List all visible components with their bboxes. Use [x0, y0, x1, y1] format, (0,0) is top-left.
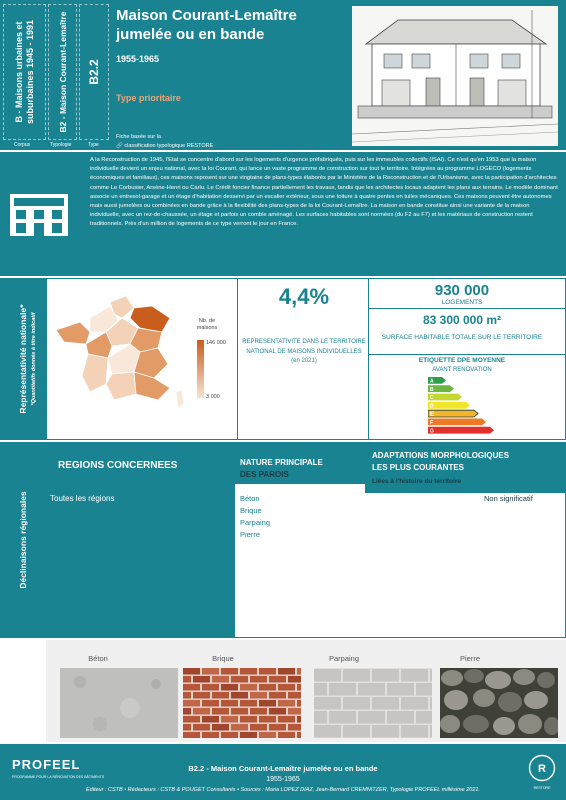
regions-value: Toutes les régions: [50, 494, 115, 503]
material-label-pierre: Pierre: [459, 654, 480, 663]
profeel-logo[interactable]: PROFEEL: [12, 757, 81, 772]
adaptations-title-line2: LES PLUS COURANTES: [372, 463, 465, 472]
profeel-logo-subtitle: PROGRAMME POUR LA RÉNOVATION DES BÂTIMENTS: [12, 775, 105, 779]
dpe-letter-a: A: [430, 378, 434, 385]
brick-texture-image: [183, 668, 301, 738]
link-icon: 🔗: [116, 143, 123, 149]
adaptations-subtitle: Liées à l'histoire du territoire: [372, 478, 461, 485]
typologie-caption: Typologie: [50, 142, 72, 148]
percent-year: (en 2021): [291, 358, 317, 364]
dpe-bar-e: [428, 410, 478, 417]
intro-text: A la Reconstruction de 1945, l'Etat se concentre d'abord sur les logements d'urgence préfabriqués, puis sur les immeubles collectifs (ISAI). Ce n'est qu'en 1953 que la maison individuelle devient un enjeu national, avec la loi Courant, qui lance un vaste programme de construction sur tout le territoire. Intégrées au programme LOGECO (logements économiques et familiaux), ces maisons reposent sur une vingtaine de plans-types élaborés par le Ministère de la Reconstruction et de l'Urbanisme, avec la participation d'architectes comme Le Corbusier, Arsène-Henri ou Carlu. Le Crédit foncier finance partiellement les travaux, tandis que les architectes locaux adaptent les plans aux terrains. Le modèle dominant associe un entresol-garage et un étage d'habitation desservi par un escalier extérieur, sous une toiture à quatre pentes en tuiles mécaniques. Ces maisons peuvent être autonomes mais aussi jumelées ou combinées en bande grâce à la flexibilité des plans-types de la loi Courant-Lemaître. La maison en bande constitue ainsi une variante de la maison individuelle, avec un rez-de-chaussée, un étage et parfois un comble aménagé. Les surfaces habitables sont normées (du F2 au F7) et les matériaux de construction restent traditionnels. Près d'un million de logements de ce type verront le jour en France.: [90, 157, 558, 228]
concrete-texture-image: [60, 668, 178, 738]
divider: [237, 278, 238, 440]
nature-title-line2: DES PAROIS: [240, 470, 289, 479]
regions-panel: [47, 443, 235, 637]
footer-title: B2.2 - Maison Courant-Lemaître jumelée ou en bande: [188, 764, 378, 773]
representativity-band: [0, 278, 46, 440]
type-tab: [79, 4, 109, 140]
divider: [368, 278, 369, 440]
corpus-tab: [3, 4, 46, 140]
nature-item: Béton: [240, 494, 260, 503]
adaptations-value: Non significatif: [484, 494, 533, 503]
map-region: [82, 354, 108, 392]
footer-credits: Editeur : CSTB • Rédacteurs : CSTB & POUGET Consultants • Sources : Maria LOPEZ DIAZ, Jean-Bernard CREMNITZER, Typologie PROFEEL millésime 2021.: [86, 787, 480, 793]
divider: [369, 354, 566, 355]
building-icon: [8, 192, 70, 238]
corpus-label: B - Maisons urbaines et suburbaines 1945 - 1991: [13, 19, 35, 125]
nature-item: Pierre: [240, 530, 261, 539]
representativity-percent-label: [240, 338, 368, 367]
map-region: [56, 322, 90, 344]
france-map: [50, 292, 190, 414]
typologie-tab: [48, 4, 77, 140]
material-label-beton: Béton: [88, 654, 108, 663]
house-sketch-image: [352, 6, 558, 146]
type-label: B2.2: [87, 59, 101, 85]
dpe-label-chart: [428, 377, 518, 437]
surface-value: 83 300 000 m²: [422, 313, 502, 327]
dpe-letter-f: F: [430, 420, 434, 427]
svg-text:R: R: [538, 763, 546, 775]
stone-texture-image: [440, 668, 558, 738]
restore-logo-label: RESTORE: [533, 786, 551, 790]
dpe-title: ETIQUETTE DPE MOYENNE: [418, 357, 506, 364]
surface-label: SURFACE HABITABLE TOTALE SUR LE TERRITOIRE: [381, 334, 543, 341]
dpe-letter-g: G: [430, 428, 434, 435]
housing-count: 930 000: [434, 282, 490, 299]
corpus-caption: Corpus: [14, 142, 31, 148]
map-region: [106, 372, 136, 400]
representativity-title: Représentativité nationale*: [18, 304, 28, 414]
page-title: Maison Courant-Lemaître jumelée ou en bande: [116, 7, 297, 43]
fiche-note-line1: Fiche basée sur la: [116, 134, 161, 140]
footer-years: 1955-1965: [266, 776, 300, 783]
block-texture-image: [314, 668, 432, 738]
dpe-letter-c: C: [430, 395, 434, 402]
material-label-parpaing: Parpaing: [328, 654, 360, 663]
legend-gradient: [197, 340, 204, 398]
dpe-bar-d: [428, 402, 470, 409]
percent-label-text: REPRESENTATIVITE DANS LE TERRITOIRE NATIONAL DE MAISONS INDIVIDUELLES: [242, 339, 366, 355]
dpe-letter-b: B: [430, 386, 434, 393]
dpe-bar-f: [428, 419, 486, 426]
dpe-letter-d: D: [430, 403, 434, 410]
nature-item: Brique: [240, 506, 262, 515]
restore-logo-icon[interactable]: [528, 754, 556, 782]
nature-item: Parpaing: [240, 518, 271, 527]
housing-label: LOGEMENTS: [441, 299, 483, 306]
legend-min: 3 000: [206, 394, 220, 400]
regions-title: REGIONS CONCERNEES: [58, 460, 178, 471]
fiche-note-line2[interactable]: [116, 143, 213, 149]
fiche-link-text: classification typologique RESTORE: [124, 143, 214, 149]
regional-title: Déclinaisons régionales: [18, 491, 28, 589]
divider: [369, 308, 566, 309]
legend-title: Nb. de maisons: [196, 318, 218, 331]
dpe-letter-e: E: [430, 410, 435, 418]
representativity-subtitle: *Quantitatifs donnés à titre indicatif: [31, 312, 38, 406]
page-years: 1955-1965: [116, 54, 160, 64]
type-caption: Type: [88, 142, 99, 148]
dpe-subtitle: AVANT RENOVATION: [432, 367, 492, 373]
regional-band: [0, 442, 46, 638]
adaptations-title-line1: ADAPTATIONS MORPHOLOGIQUES: [372, 451, 510, 460]
priority-label: Type prioritaire: [116, 93, 181, 103]
dpe-bar-g: [428, 427, 494, 434]
nature-title-line1: NATURE PRINCIPALE: [240, 458, 323, 467]
map-region: [176, 390, 184, 408]
typologie-label: B2 - Maison Courant-Lemaître: [57, 11, 68, 133]
representativity-percent: 4,4%: [278, 284, 330, 309]
material-label-brique: Brique: [212, 654, 234, 663]
legend-max: 146 000: [206, 340, 226, 346]
